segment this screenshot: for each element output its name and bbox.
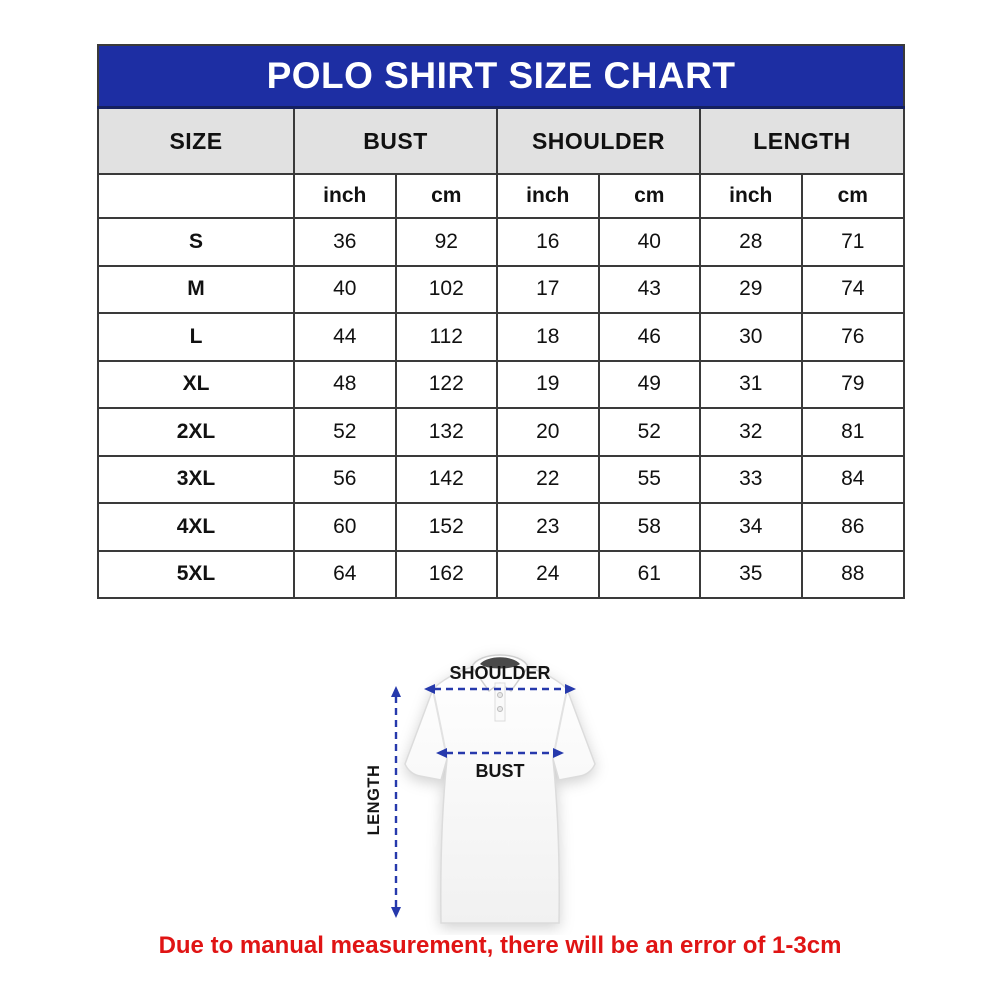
value-cell: 132 bbox=[396, 408, 498, 456]
value-cell: 86 bbox=[802, 503, 905, 551]
group-header-row bbox=[98, 108, 904, 175]
shoulder-label: SHOULDER bbox=[449, 663, 551, 683]
value-cell: 56 bbox=[294, 456, 396, 504]
bust-label: BUST bbox=[475, 761, 525, 781]
value-cell: 24 bbox=[497, 551, 599, 599]
button bbox=[498, 693, 503, 698]
value-cell: 71 bbox=[802, 218, 905, 266]
unit-header-shoulder-cm: cm bbox=[599, 174, 701, 218]
size-cell: 5XL bbox=[98, 551, 294, 599]
value-cell: 152 bbox=[396, 503, 498, 551]
value-cell: 142 bbox=[396, 456, 498, 504]
value-cell: 36 bbox=[294, 218, 396, 266]
polo-shirt-diagram bbox=[330, 643, 670, 935]
button bbox=[498, 707, 503, 712]
value-cell: 112 bbox=[396, 313, 498, 361]
value-cell: 34 bbox=[700, 503, 802, 551]
table-row bbox=[98, 266, 904, 314]
value-cell: 52 bbox=[599, 408, 701, 456]
table-row bbox=[98, 408, 904, 456]
size-cell: S bbox=[98, 218, 294, 266]
value-cell: 76 bbox=[802, 313, 905, 361]
value-cell: 33 bbox=[700, 456, 802, 504]
value-cell: 102 bbox=[396, 266, 498, 314]
unit-header-empty bbox=[98, 174, 294, 218]
value-cell: 16 bbox=[497, 218, 599, 266]
size-cell: XL bbox=[98, 361, 294, 409]
value-cell: 32 bbox=[700, 408, 802, 456]
value-cell: 92 bbox=[396, 218, 498, 266]
column-header-length: LENGTH bbox=[700, 108, 904, 175]
value-cell: 88 bbox=[802, 551, 905, 599]
value-cell: 49 bbox=[599, 361, 701, 409]
value-cell: 81 bbox=[802, 408, 905, 456]
unit-header-bust-inch: inch bbox=[294, 174, 396, 218]
table-row bbox=[98, 361, 904, 409]
value-cell: 64 bbox=[294, 551, 396, 599]
value-cell: 35 bbox=[700, 551, 802, 599]
size-table bbox=[97, 44, 905, 599]
table-row bbox=[98, 551, 904, 599]
value-cell: 44 bbox=[294, 313, 396, 361]
value-cell: 61 bbox=[599, 551, 701, 599]
value-cell: 40 bbox=[294, 266, 396, 314]
value-cell: 122 bbox=[396, 361, 498, 409]
value-cell: 52 bbox=[294, 408, 396, 456]
unit-header-bust-cm: cm bbox=[396, 174, 498, 218]
value-cell: 79 bbox=[802, 361, 905, 409]
measurement-disclaimer: Due to manual measurement, there will be an error of 1-3cm bbox=[158, 932, 842, 959]
value-cell: 18 bbox=[497, 313, 599, 361]
value-cell: 58 bbox=[599, 503, 701, 551]
size-table-container bbox=[97, 44, 903, 599]
value-cell: 19 bbox=[497, 361, 599, 409]
size-cell: 2XL bbox=[98, 408, 294, 456]
value-cell: 17 bbox=[497, 266, 599, 314]
value-cell: 23 bbox=[497, 503, 599, 551]
table-row bbox=[98, 456, 904, 504]
value-cell: 30 bbox=[700, 313, 802, 361]
value-cell: 60 bbox=[294, 503, 396, 551]
chart-title: POLO SHIRT SIZE CHART bbox=[98, 45, 904, 108]
length-arrow bbox=[391, 686, 401, 918]
value-cell: 84 bbox=[802, 456, 905, 504]
value-cell: 22 bbox=[497, 456, 599, 504]
value-cell: 46 bbox=[599, 313, 701, 361]
unit-header-length-cm: cm bbox=[802, 174, 905, 218]
unit-header-length-inch: inch bbox=[700, 174, 802, 218]
table-row bbox=[98, 313, 904, 361]
unit-header-shoulder-inch: inch bbox=[497, 174, 599, 218]
value-cell: 48 bbox=[294, 361, 396, 409]
size-cell: 3XL bbox=[98, 456, 294, 504]
size-cell: 4XL bbox=[98, 503, 294, 551]
length-label: LENGTH bbox=[365, 764, 383, 836]
column-header-size: SIZE bbox=[98, 108, 294, 175]
value-cell: 74 bbox=[802, 266, 905, 314]
value-cell: 31 bbox=[700, 361, 802, 409]
value-cell: 43 bbox=[599, 266, 701, 314]
size-cell: M bbox=[98, 266, 294, 314]
polo-shirt-illustration bbox=[405, 655, 595, 923]
table-row bbox=[98, 218, 904, 266]
title-banner-row bbox=[98, 45, 904, 108]
table-row bbox=[98, 503, 904, 551]
value-cell: 29 bbox=[700, 266, 802, 314]
value-cell: 40 bbox=[599, 218, 701, 266]
column-header-shoulder: SHOULDER bbox=[497, 108, 700, 175]
value-cell: 55 bbox=[599, 456, 701, 504]
value-cell: 28 bbox=[700, 218, 802, 266]
value-cell: 162 bbox=[396, 551, 498, 599]
column-header-bust: BUST bbox=[294, 108, 497, 175]
unit-header-row bbox=[98, 174, 904, 218]
value-cell: 20 bbox=[497, 408, 599, 456]
size-cell: L bbox=[98, 313, 294, 361]
